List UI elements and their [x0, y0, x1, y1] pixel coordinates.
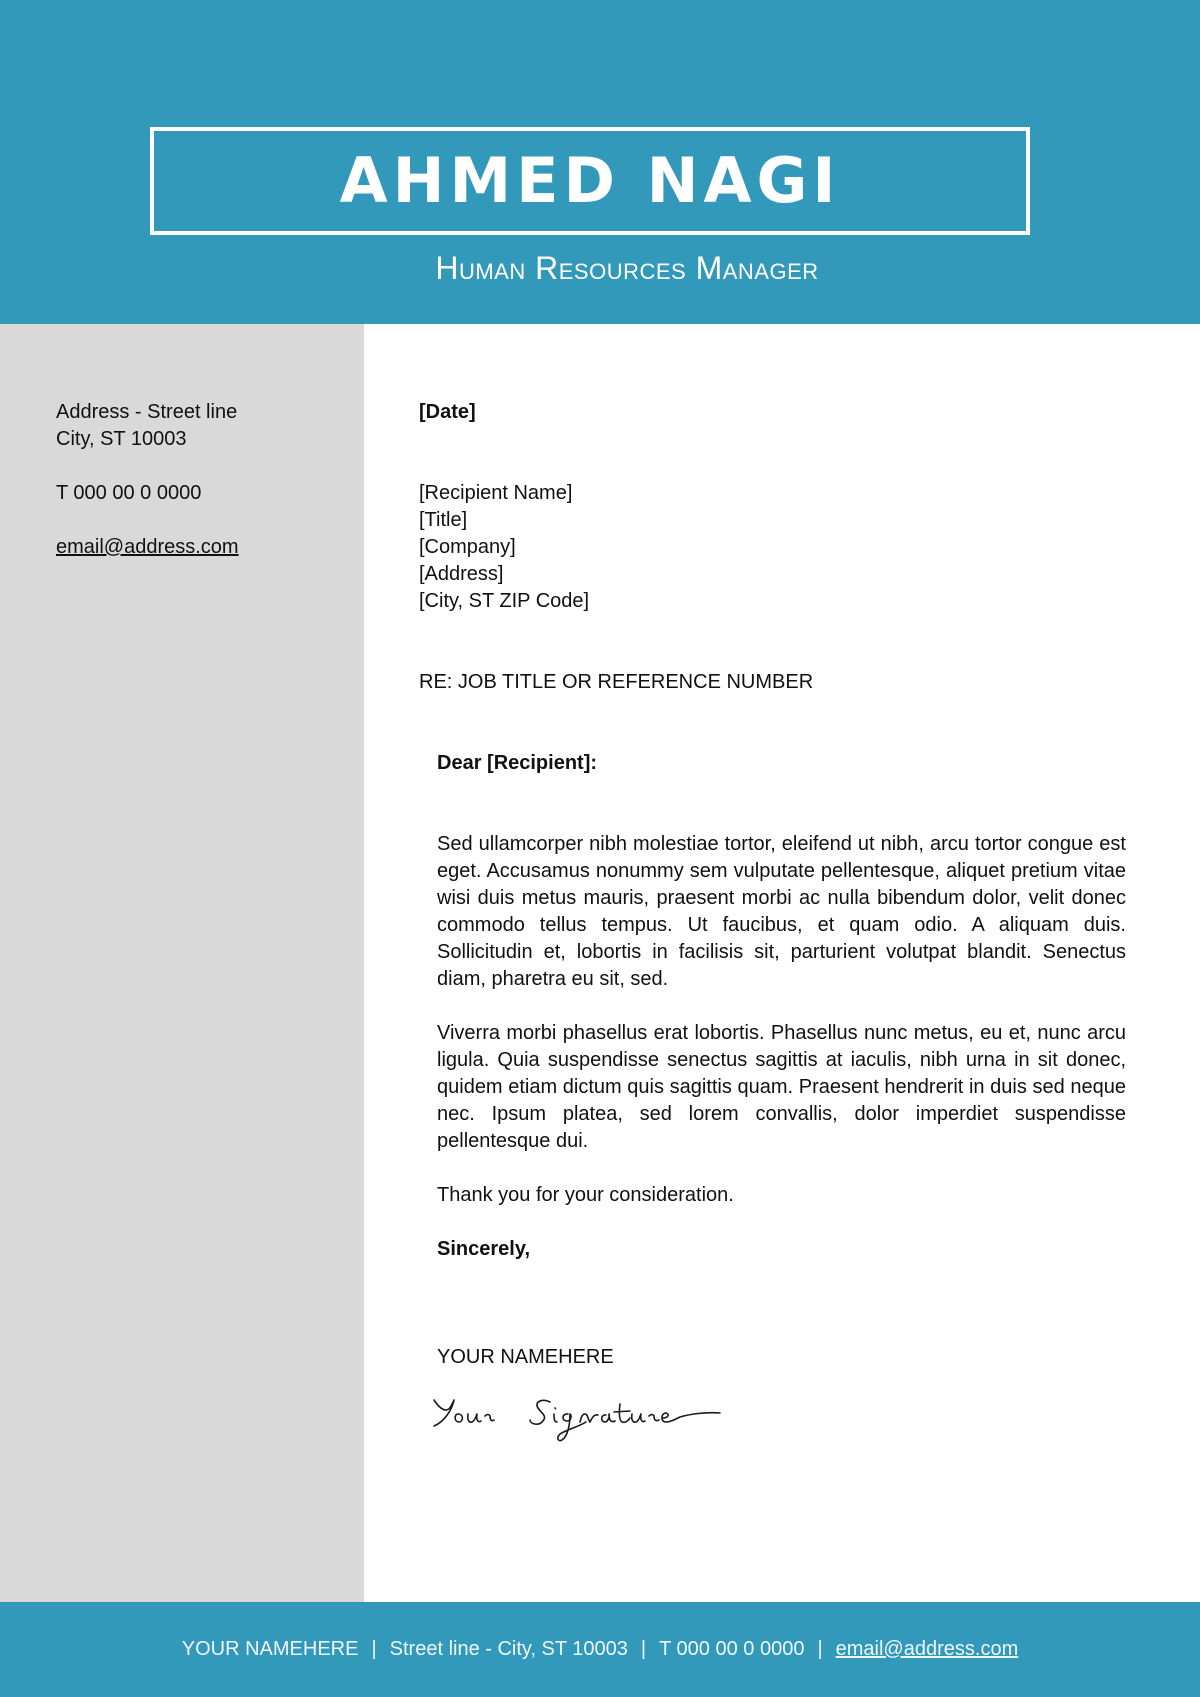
name-frame — [150, 127, 1030, 235]
address-line-1: Address - Street line — [56, 401, 238, 423]
header-banner — [0, 0, 1200, 324]
letter-body — [419, 399, 1126, 1371]
recipient-company: [Company] — [419, 536, 516, 558]
job-title: Human Resources Manager — [435, 250, 819, 286]
phone-number: T 000 00 0 0000 — [56, 482, 202, 504]
reference-line: RE: JOB TITLE OR REFERENCE NUMBER — [419, 671, 814, 693]
footer-address: Street line - City, ST 10003 — [389, 1638, 628, 1660]
signer-name: YOUR NAMEHERE — [437, 1346, 614, 1368]
body-paragraph-2: Viverra morbi phasellus erat lobortis. Phasellus nunc metus, eu et, nunc arcu ligula. Quia suspendisse senectus sagittis at iaculis, nibh urna in sit donec, quidem etiam dictum quis sagittis quam. Praesent hendrerit in duis sed neque nec. Ipsum platea, sed lorem convallis, dolor imperdiet suspendisse pellentesque dui. — [437, 1022, 1126, 1152]
recipient-city: [City, ST ZIP Code] — [419, 590, 590, 612]
applicant-name: AHMED NAGI — [339, 144, 841, 217]
body-paragraph-1: Sed ullamcorper nibh molestiae tortor, eleifend ut nibh, arcu tortor congue est eget. Accusamus nonummy sem vulputate pellentesque, aliquet pretium vitae wisi duis metus mauris, praesent morbi ac nulla bibendum dolor, velit donec commodo tellus tempus. Ut faucibus, et quam odio. A aliquam duis. Sollicitudin et, lobortis in facilisis sit, parturient volutpat blandit. Senectus diam, pharetra eu sit, sed. — [437, 833, 1126, 990]
recipient-address: [Address] — [419, 563, 504, 585]
recipient-name: [Recipient Name] — [419, 482, 573, 504]
footer-name: YOUR NAMEHERE — [181, 1638, 359, 1660]
footer-phone: T 000 00 0 0000 — [659, 1638, 805, 1660]
email-link[interactable]: email@address.com — [56, 536, 239, 558]
letter-date: [Date] — [419, 401, 476, 423]
signature-image — [430, 1392, 730, 1448]
closing: Sincerely, — [437, 1238, 531, 1260]
footer-separator: | — [640, 1638, 647, 1660]
footer-bar — [0, 1602, 1200, 1697]
footer-separator: | — [371, 1638, 377, 1660]
thanks-line: Thank you for your consideration. — [437, 1184, 734, 1206]
salutation: Dear [Recipient]: — [437, 752, 598, 774]
contact-block — [56, 399, 239, 561]
footer-separator: | — [817, 1638, 823, 1660]
address-line-2: City, ST 10003 — [56, 428, 187, 450]
footer-email-link[interactable]: email@address.com — [835, 1638, 1019, 1660]
recipient-title: [Title] — [419, 509, 468, 531]
